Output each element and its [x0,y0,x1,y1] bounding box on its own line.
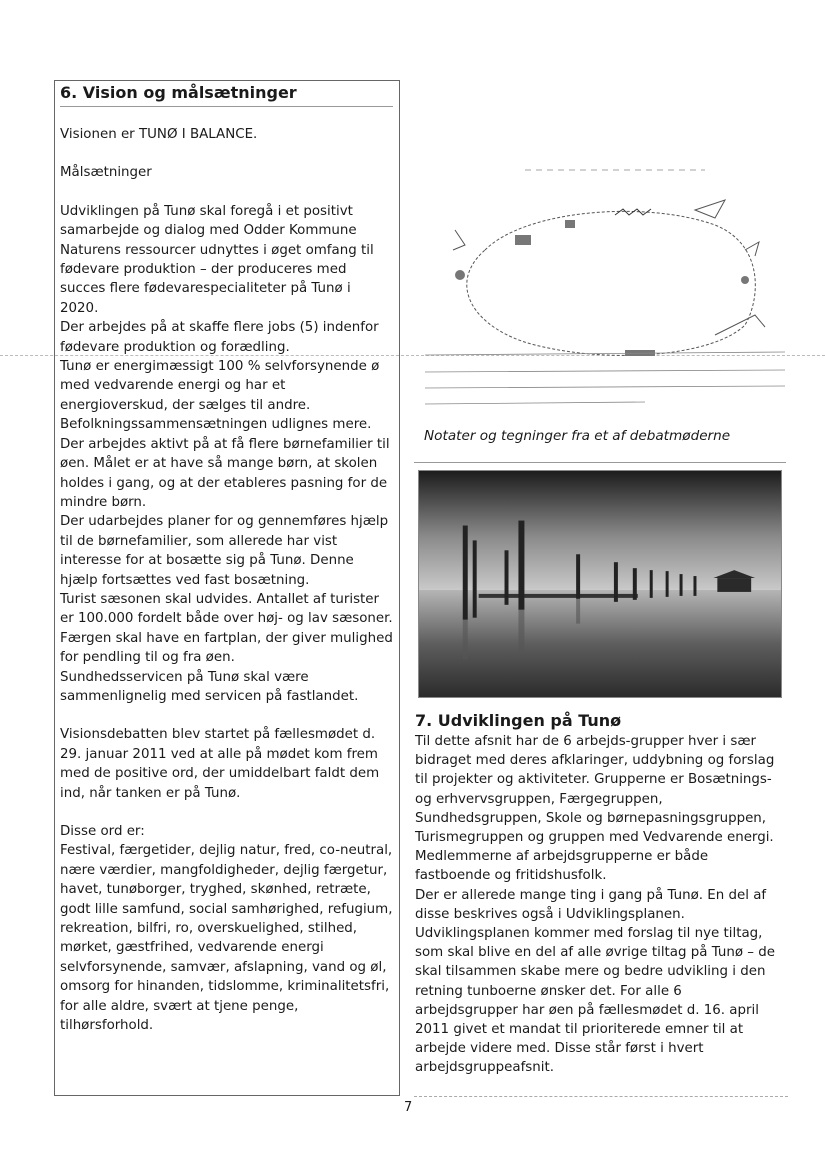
words-list: Festival, færgetider, dejlig natur, fred, co-neutral, nære værdier, mangfoldigheder, dejlig færgetur, havet, tunøborger, tryghed, skønhed, retræte, godt lille samfund, social samhørighed, refugium, rekreation, bilfri, ro, overskuelighed, stilhed, mørket, gæstfrihed, vedvarende energi selvforsynende, samvær, afslapning, vand og øl, omsorg for hinanden, tidslomme, kriminalitetsfri, for alle aldre, svært at tjene penge, tilhørsforhold. [60,843,393,1034]
goal-item: Tunø er energimæssigt 100 % selvforsynende ø med vedvarende energi og har et energioverskud, der sælges til andre. [60,359,380,413]
debate-sketch-image [415,140,795,430]
goal-item: Der arbejdes på at skaffe flere jobs (5) indenfor fødevare produktion og forædling. [60,320,379,355]
goal-item: Befolkningssammensætningen udlignes mere. [60,417,372,433]
vision-section-box [54,80,400,1096]
development-paragraph-2: Der er allerede mange ting i gang på Tunø. En del af disse beskrives også i Udviklingsplanen. Udviklingsplanen kommer med forslag til nye tiltag, som skal blive en del af alle øvrige tiltag på Tunø – de skal tilsammen skabe mere og bedre udvikling i den retning tunboerne ønsker det. For alle 6 arbejdsgrupper har øen på fællesmødet d. 16. april 2011 givet et mandat til prioriterede emner til at arbejde videre med. Disse står først i hvert arbejdsgruppeafsnit. [415,887,775,1076]
development-paragraph-1: Til dette afsnit har de 6 arbejds-grupper hver i sær bidraget med deres afklaringer, uddybning og forslag til projekter og aktiviteter. Grupperne er Bosætnings- og erhvervsgruppen, Færgegruppen, Sundhedsgruppen, Skole og børnepasningsgruppen, Turismegruppen og gruppen med Vedvarende energi. Medlemmerne af arbejdsgrupperne er både fastboende og fritidshusfolk. [415,734,775,884]
words-heading: Disse ord er: [60,824,145,839]
figure-caption: Notater og tegninger fra et af debatmøderne [424,428,731,444]
goal-item: Udviklingen på Tunø skal foregå i et positivt samarbejde og dialog med Odder Kommune [60,203,357,239]
bottom-rule [414,1096,788,1097]
section-title-development: 7. Udviklingen på Tunø [415,711,622,730]
goal-item: Naturens ressourcer udnyttes i øget omfang til fødevare produktion – der produceres med succes flere fødevarespecialiteter på Tunø i 2020. [60,242,374,316]
goal-item: Der arbejdes aktivt på at få flere børnefamilier til øen. Målet er at have så mange børn, at skolen holdes i gang, og at der etableres pasning for de mindre børn. [60,436,390,510]
goal-item: Sundhedsservicen på Tunø skal være sammenlignelig med servicen på fastlandet. [60,669,359,704]
debate-paragraph: Visionsdebatten blev startet på fællesmødet d. 29. januar 2011 ved at alle på mødet kom frem med de positive ord, der umiddelbart faldt dem ind, når tanken er på Tunø. [60,727,380,801]
section-divider [414,462,786,463]
harbor-photo [418,470,782,698]
goal-item: Der udarbejdes planer for og gennemføres hjælp til de børnefamilier, som allerede har vist interesse for at bosætte sig på Tunø. Denne hjælp fortsættes ved fast bosætning. [60,514,389,588]
goal-item: Færgen skal have en fartplan, der giver mulighed for pendling til og fra øen. [60,630,393,666]
page-number: 7 [404,1100,413,1115]
vision-statement: Visionen er TUNØ I BALANCE. [60,127,258,142]
development-section [415,710,787,1078]
goal-item: Turist sæsonen skal udvides. Antallet af turister er 100.000 fordelt både over høj- og lav sæsoner. [60,591,393,627]
goals-heading: Målsætninger [60,165,152,181]
section-title-vision: 6. Vision og målsætninger [60,82,393,107]
